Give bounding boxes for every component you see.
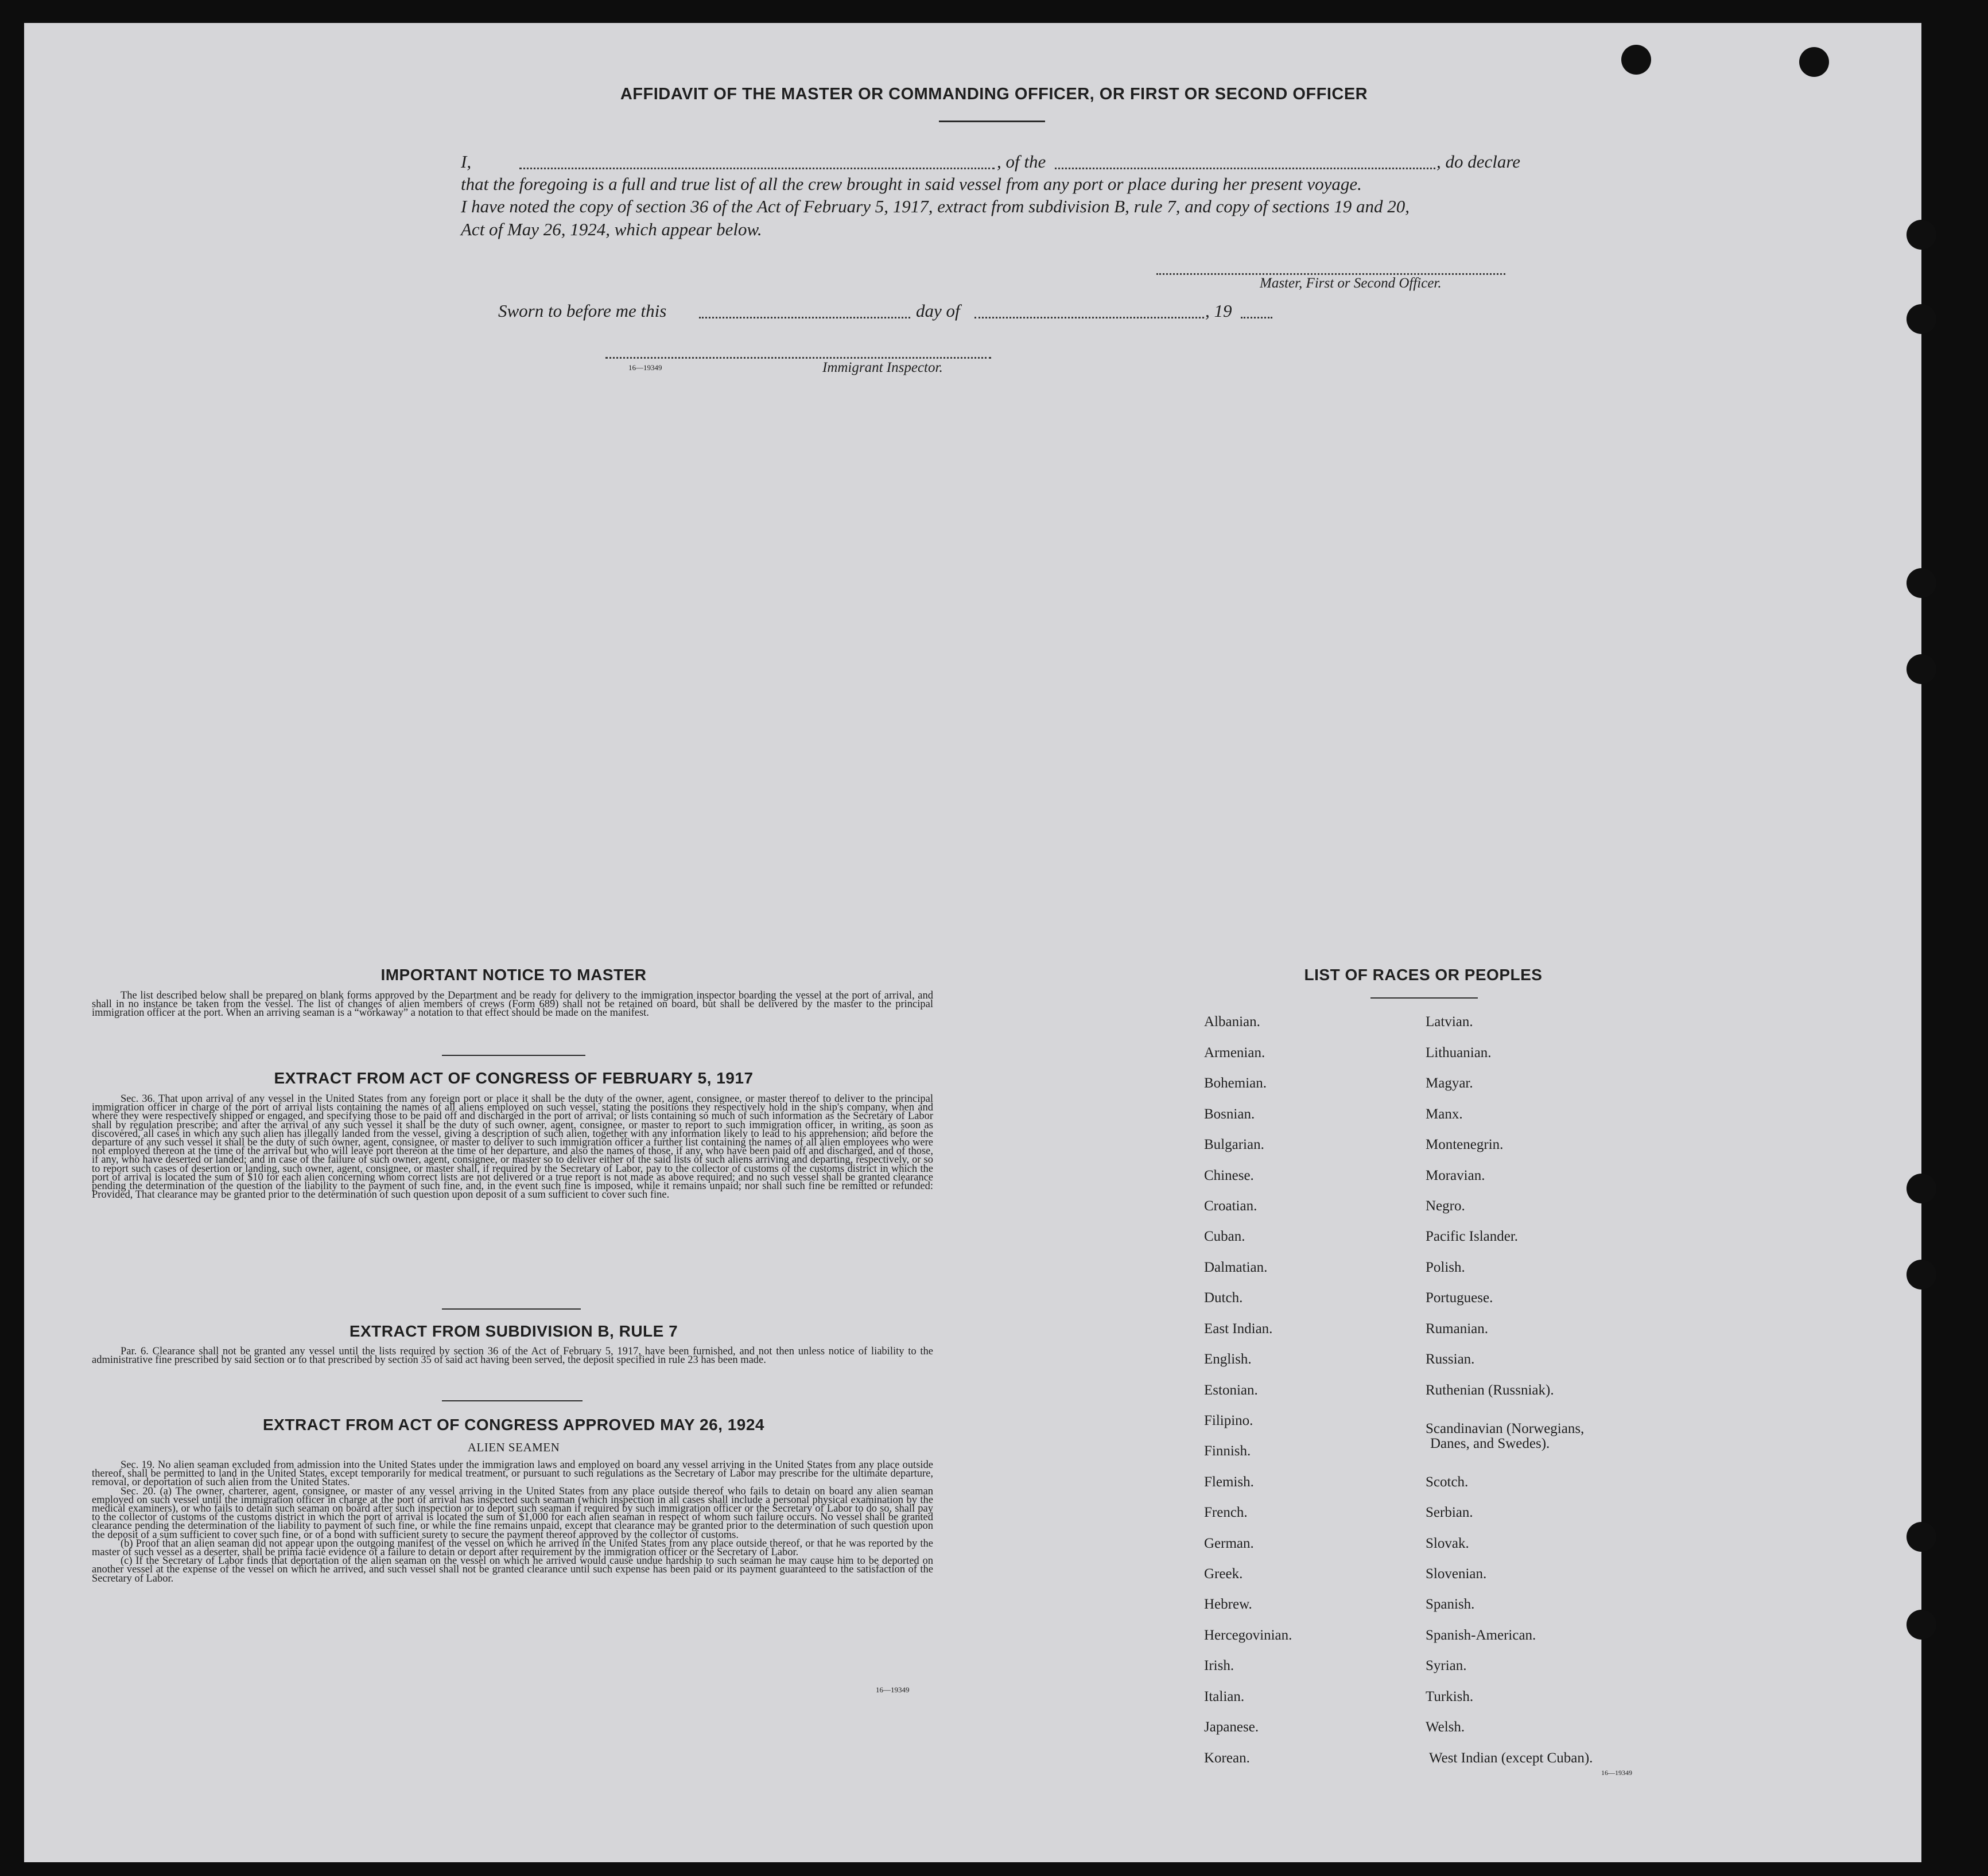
race-item: Turkish. (1426, 1689, 1474, 1704)
races-title-rule (1370, 997, 1478, 999)
race-item: Magyar. (1426, 1075, 1473, 1091)
punch-hole (1907, 568, 1936, 598)
race-item: Hercegovinian. (1204, 1628, 1292, 1643)
race-item: Manx. (1426, 1106, 1463, 1122)
section-rule (442, 1308, 581, 1310)
races-title: LIST OF RACES OR PEOPLES (1304, 966, 1543, 984)
race-item: Rumanian. (1426, 1321, 1489, 1337)
race-item: Scandinavian (Norwegians, (1426, 1421, 1585, 1436)
race-item: Slovak. (1426, 1536, 1469, 1551)
section-rule (442, 1055, 585, 1056)
inspector-signature-field[interactable] (605, 357, 991, 359)
race-item: Russian. (1426, 1351, 1475, 1367)
race-item: Spanish. (1426, 1597, 1475, 1612)
section-20a-text: Sec. 20. (a) The owner, charterer, agent, consignee, or master of any vessel arriving in the United States from any place outside thereof who fails to detain on board any alien seaman employed on such vessel until the immigration officer in charge at the port of arrival has inspected such seaman (which inspection in all cases shall include a personal physical examination by the medical examiners), or who fails to detain such seaman on board after such inspection or to deport such seaman if required by such immigration officer or the Secretary of Labor to do so, shall pay to the collector of customs of the customs district in which the port of arrival is located the sum of $1,000 for each alien seaman in respect of whom such failure occurs. No vessel shall be granted clearance pending the determination of the liability to payment of such fine, or while the fine remains unpaid, except that clearance may be granted prior to the determination of such question upon the deposit of a sum sufficient to cover such fine, or of a bond with sufficient surety to secure the payment thereof approved by the collector of customs. (92, 1485, 933, 1541)
notice-title: IMPORTANT NOTICE TO MASTER (380, 966, 647, 984)
rule7-title: EXTRACT FROM SUBDIVISION B, RULE 7 (349, 1322, 678, 1340)
rule7-body (92, 1347, 933, 1365)
document-page (24, 23, 1921, 1862)
race-item: Lithuanian. (1426, 1045, 1492, 1061)
race-item: Hebrew. (1204, 1597, 1252, 1612)
race-item: Estonian. (1204, 1382, 1258, 1398)
section-rule (442, 1400, 583, 1401)
section-20c-text: (c) If the Secretary of Labor finds that deportation of the alien seaman on the vessel on which he arrived would cause undue hardship to such seaman he may cause him to be deported on another vessel at the expense of the vessel on which he arrived, and such vessel shall not be granted clearance until such expense has been paid or its payment guaranteed to the satisfaction of the Secretary of Labor. (92, 1555, 933, 1584)
punch-hole (1907, 1260, 1936, 1289)
punch-hole (1907, 1522, 1936, 1552)
affidavit-line-2: that the foregoing is a full and true list of all the crew brought in said vessel from any port or place during her present voyage. (461, 174, 1362, 194)
sworn-day-of: day of (916, 301, 960, 321)
sworn-day-field[interactable] (699, 317, 910, 319)
extract-1924-title: EXTRACT FROM ACT OF CONGRESS APPROVED MAY 26, 1924 (263, 1416, 764, 1434)
punch-hole (1907, 1610, 1936, 1640)
punch-hole (1907, 304, 1936, 334)
race-item: Korean. (1204, 1750, 1250, 1766)
race-item: Bulgarian. (1204, 1137, 1264, 1152)
paragraph-6-text: Par. 6. Clearance shall not be granted any vessel until the lists required by section 36 of the Act of February 5, 1917, have been furnished, and not then unless notice of liability to the administrative fine prescribed by said section or to that prescribed by section 35 of said act having been served, the deposit specified in rule 23 has been made. (92, 1346, 933, 1366)
race-item: Albanian. (1204, 1014, 1260, 1030)
races-form-number: 16—19349 (1601, 1769, 1632, 1777)
affidavit-form-number: 16—19349 (628, 363, 662, 372)
race-item: East Indian. (1204, 1321, 1273, 1337)
extract-1924-body (92, 1461, 933, 1583)
race-item: Negro. (1426, 1198, 1465, 1214)
alien-seamen-subtitle: ALIEN SEAMEN (467, 1440, 560, 1454)
race-item: Portuguese. (1426, 1290, 1493, 1306)
race-item: Latvian. (1426, 1014, 1473, 1030)
notice-form-number: 16—19349 (876, 1685, 910, 1694)
punch-hole (1907, 220, 1936, 250)
race-item: Welsh. (1426, 1719, 1465, 1735)
race-item: Slovenian. (1426, 1566, 1487, 1582)
race-item: Japanese. (1204, 1719, 1259, 1735)
race-item: Dalmatian. (1204, 1260, 1268, 1275)
race-item: English. (1204, 1351, 1252, 1367)
affidavit-title: AFFIDAVIT OF THE MASTER OR COMMANDING OFFICER, OR FIRST OR SECOND OFFICER (620, 85, 1368, 103)
vessel-name-field[interactable] (1055, 168, 1435, 169)
sworn-year-field[interactable] (1241, 317, 1272, 319)
vessel-prefix: , of the (997, 152, 1046, 172)
race-item: Finnish. (1204, 1443, 1251, 1459)
extract-1917-body (92, 1095, 933, 1199)
race-item: Scotch. (1426, 1474, 1469, 1490)
race-item: Bosnian. (1204, 1106, 1255, 1122)
section-20b-text: (b) Proof that an alien seaman did not appear upon the outgoing manifest of the vessel on which he arrived in the United States from any place outside thereof, or that he was reported by the master of such vessel as a deserter, shall be prima facie evidence of a failure to detain or deport after requirement by the immigration officer or the Secretary of Labor. (92, 1537, 933, 1559)
affidavit-line-4: Act of May 26, 1924, which appear below. (461, 219, 762, 239)
sworn-month-field[interactable] (974, 317, 1204, 319)
section-36-text: Sec. 36. That upon arrival of any vessel in the United States from any foreign port or place it shall be the duty of the owner, agent, consignee, or master thereof to deliver to the principal immigration officer in charge of the port of arrival lists containing the names of all aliens employed on such vessel, stating the positions they respectively hold in the ship's company, when and where they were respectively shipped or engaged, and specifying those to be paid off and discharged in the port of arrival; or lists containing so much of such information as the Secretary of Labor shall by regulation prescribe; and after the arrival of any such vessel it shall be the duty of such owner, agent, consignee, or master to report to such immigration officer, in writing, as soon as discovered, all cases in which any such alien has illegally landed from the vessel, giving a description of such alien, together with any information likely to lead to his apprehension; and before the departure of any such vessel it shall be the duty of such owner, agent, consignee, or master to deliver to such immigration officer a further list containing the names of all alien employees who were not employed thereon at the time of the arrival but who will leave port thereon at the time of her departure, and also the names of those, if any, who have been paid off and discharged, and of those, if any, who have deserted or landed; and in case of the failure of such owner, agent, consignee, or master so to deliver either of the said lists of such aliens arriving and departing, respectively, or so to report such cases of desertion or landing, such owner, agent, consignee, or master shall, if required by the Secretary of Labor, pay to the collector of customs of the customs district in which the port of arrival is located the sum of $10 for each alien concerning whom correct lists are not delivered or a true report is not made as above required; and no such vessel shall be granted clearance pending the determination of the question of the liability to the payment of such fine, and, in the event such fine is imposed, while it remains unpaid; nor shall such fine be remitted or refunded: Provided, That clearance may be granted prior to the determination of such question upon deposit of a sum sufficient to cover such fine. (92, 1093, 933, 1201)
affidavit-declaration-line (461, 152, 471, 172)
race-item: Montenegrin. (1426, 1137, 1504, 1152)
race-item: Danes, and Swedes). (1430, 1436, 1550, 1451)
notice-text: The list described below shall be prepared on blank forms approved by the Department and be ready for delivery to the immigration inspector boarding the vessel at the port of arrival, and shall in no instance be taken from the vessel. The list of changes of alien members of crews (Form 689) shall not be retained on board, but shall be delivered by the master to the principal immigration officer at the port. When an arriving seaman is a “workaway” a notation to that effect should be made on the manifest. (92, 990, 933, 1019)
punch-hole (1907, 1174, 1936, 1203)
inspector-label: Immigrant Inspector. (822, 360, 943, 375)
sworn-year-prefix: , 19 (1205, 301, 1232, 321)
sworn-prefix: Sworn to before me this (498, 301, 667, 321)
notice-paragraph (92, 992, 933, 1018)
declarant-name-field[interactable] (519, 168, 995, 169)
race-item: Bohemian. (1204, 1075, 1267, 1091)
title-rule (939, 121, 1045, 122)
race-item: Chinese. (1204, 1168, 1254, 1183)
punch-hole (1907, 654, 1936, 684)
race-item: Croatian. (1204, 1198, 1257, 1214)
race-item: Serbian. (1426, 1505, 1473, 1520)
race-item: German. (1204, 1536, 1254, 1551)
race-item: Moravian. (1426, 1168, 1485, 1183)
race-item: Cuban. (1204, 1229, 1245, 1244)
race-item: West Indian (except Cuban). (1429, 1750, 1593, 1766)
officer-signature-label: Master, First or Second Officer. (1260, 275, 1442, 291)
declare-suffix: , do declare (1436, 152, 1521, 172)
declarant-prefix: I, (461, 152, 472, 172)
race-item: Italian. (1204, 1689, 1245, 1704)
officer-signature-field[interactable] (1156, 273, 1505, 275)
race-item: Pacific Islander. (1426, 1229, 1519, 1244)
race-item: Irish. (1204, 1658, 1234, 1673)
section-19-text: Sec. 19. No alien seaman excluded from admission into the United States under the immigration laws and employed on board any vessel arriving in the United States from any place outside thereof, shall be permitted to land in the United States, except temporarily for medical treatment, or pursuant to such regulations as the Secretary of Labor may prescribe for the ultimate departure, removal, or deportation of such alien from the United States. (92, 1459, 933, 1489)
race-item: Dutch. (1204, 1290, 1243, 1306)
race-item: Syrian. (1426, 1658, 1467, 1673)
race-item: French. (1204, 1505, 1248, 1520)
race-item: Spanish-American. (1426, 1628, 1536, 1643)
punch-hole (1799, 47, 1829, 77)
race-item: Polish. (1426, 1260, 1465, 1275)
race-item: Greek. (1204, 1566, 1243, 1582)
affidavit-line-3: I have noted the copy of section 36 of the Act of February 5, 1917, extract from subdivision B, rule 7, and copy of sections 19 and 20, (461, 196, 1410, 216)
race-item: Flemish. (1204, 1474, 1254, 1490)
punch-hole (1621, 45, 1651, 75)
race-item: Filipino. (1204, 1413, 1253, 1428)
race-item: Ruthenian (Russniak). (1426, 1382, 1554, 1398)
race-item: Armenian. (1204, 1045, 1265, 1061)
extract-1917-title: EXTRACT FROM ACT OF CONGRESS OF FEBRUARY 5, 1917 (274, 1069, 754, 1087)
